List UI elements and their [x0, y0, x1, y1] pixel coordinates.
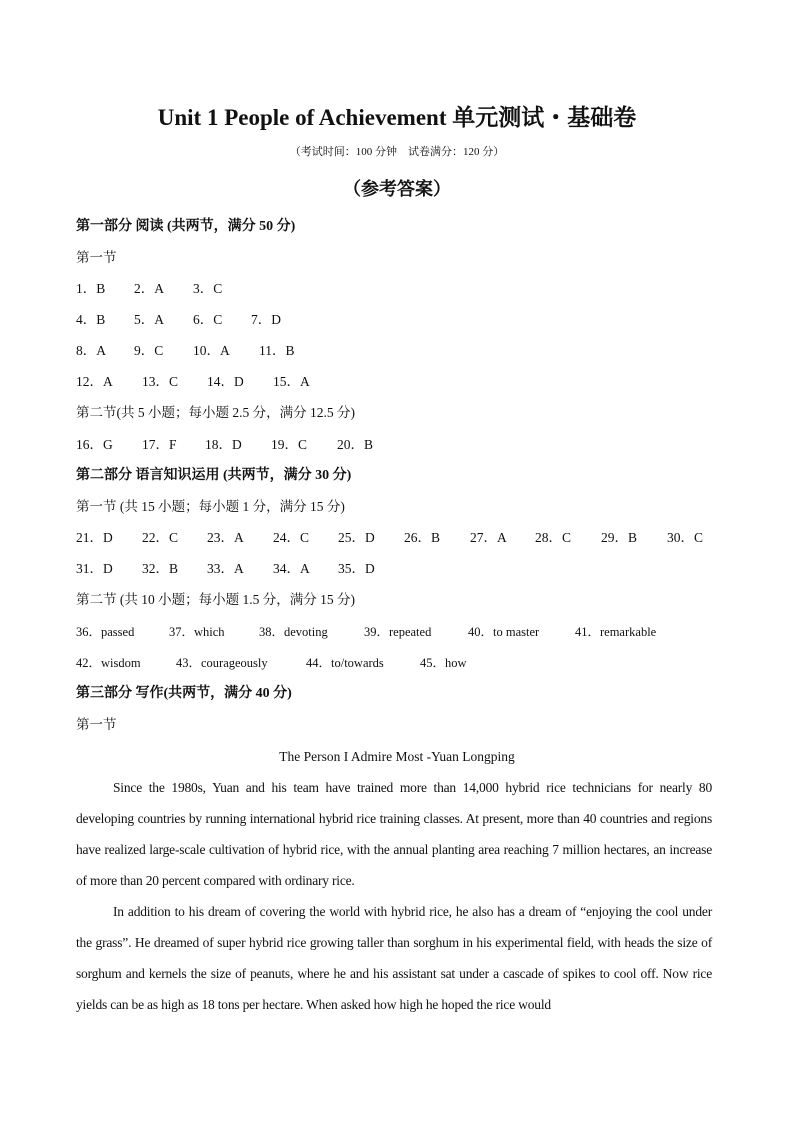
answer-item: 31．D: [76, 561, 113, 576]
answer-item: 23．A: [207, 530, 244, 545]
part3-heading: 第三部分 写作(共两节，满分 40 分): [76, 686, 292, 701]
answer-item: 43．courageously: [176, 656, 268, 670]
answer-item: 22．C: [142, 530, 179, 545]
answer-item: 4．B: [76, 312, 106, 327]
answer-item: 41．remarkable: [575, 625, 657, 639]
answer-item: 8．A: [76, 343, 106, 358]
answer-item: 42．wisdom: [76, 656, 141, 670]
answer-item: 18．D: [205, 437, 242, 452]
answer-item: 40．to master: [468, 625, 540, 639]
answer-item: 34．A: [273, 561, 310, 576]
answer-item: 3．C: [193, 281, 223, 296]
answer-item: 19．C: [271, 437, 308, 452]
answer-item: 35．D: [338, 561, 375, 576]
answer-item: 38．devoting: [259, 625, 328, 639]
answer-item: 44．to/towards: [306, 656, 384, 670]
answer-item: 7．D: [251, 312, 281, 327]
part2-section2-label: 第二节 (共 10 小题；每小题 1.5 分，满分 15 分): [76, 592, 355, 607]
answer-item: 29．B: [601, 530, 638, 545]
part2-heading: 第二部分 语言知识运用 (共两节，满分 30 分): [76, 468, 352, 483]
answer-item: 5．A: [134, 312, 164, 327]
answer-heading: （参考答案）: [343, 179, 451, 199]
answer-item: 6．C: [193, 312, 223, 327]
exam-info: （考试时间：100 分钟 试卷满分：120 分）: [289, 146, 505, 158]
essay-title: The Person I Admire Most -Yuan Longping: [279, 749, 515, 764]
answer-item: 16．G: [76, 437, 113, 452]
answer-item: 24．C: [273, 530, 310, 545]
answer-item: 45．how: [420, 656, 467, 670]
answer-item: 37．which: [169, 625, 225, 639]
page-title: Unit 1 People of Achievement 单元测试・基础卷: [157, 105, 637, 130]
answer-item: 10．A: [193, 343, 230, 358]
answer-item: 21．D: [76, 530, 113, 545]
answer-item: 20．B: [337, 437, 374, 452]
part2-section1-label: 第一节 (共 15 小题；每小题 1 分，满分 15 分): [76, 499, 345, 514]
part1-section2-label: 第二节(共 5 小题；每小题 2.5 分，满分 12.5 分): [76, 405, 355, 420]
answer-item: 26．B: [404, 530, 441, 545]
part1-heading: 第一部分 阅读 (共两节，满分 50 分): [76, 219, 296, 234]
answer-item: 33．A: [207, 561, 244, 576]
answer-item: 27．A: [470, 530, 507, 545]
answer-item: 11．B: [259, 343, 295, 358]
answer-item: 32．B: [142, 561, 179, 576]
answer-item: 13．C: [142, 374, 179, 389]
answer-item: 12．A: [76, 374, 113, 389]
answer-item: 14．D: [207, 374, 244, 389]
answer-item: 17．F: [142, 437, 177, 452]
answer-item: 39．repeated: [364, 625, 432, 639]
essay-paragraph-2: In addition to his dream of covering the world with hybrid rice, he also has a dream of “enjoying the cool under the grass”. He dreamed of super hybrid rice growing taller than sorghum in his experimental field, with heads the size of sorghum and kernels the size of peanuts, where he and his assistant sat under a cascade of spikes to cool off. Now rice yields can be as high as 18 tons per hectare. When asked how high he hoped the rice would: [76, 904, 712, 1012]
answer-item: 2．A: [134, 281, 164, 296]
answer-item: 36．passed: [76, 625, 135, 639]
answer-item: 28．C: [535, 530, 572, 545]
answer-item: 9．C: [134, 343, 164, 358]
answer-item: 1．B: [76, 281, 106, 296]
part1-section1-label: 第一节: [76, 250, 117, 265]
essay-paragraph-1: Since the 1980s, Yuan and his team have trained more than 14,000 hybrid rice technicians for nearly 80 developing countries by running international hybrid rice training classes. At present, more than 40 countries and regions have realized large-scale cultivation of hybrid rice, with the annual planting area reaching 7 million hectares, an increase of more than 20 percent compared with ordinary rice.: [76, 780, 712, 888]
part3-section1-label: 第一节: [76, 717, 117, 732]
answer-item: 30．C: [667, 530, 704, 545]
answer-item: 25．D: [338, 530, 375, 545]
answer-item: 15．A: [273, 374, 310, 389]
